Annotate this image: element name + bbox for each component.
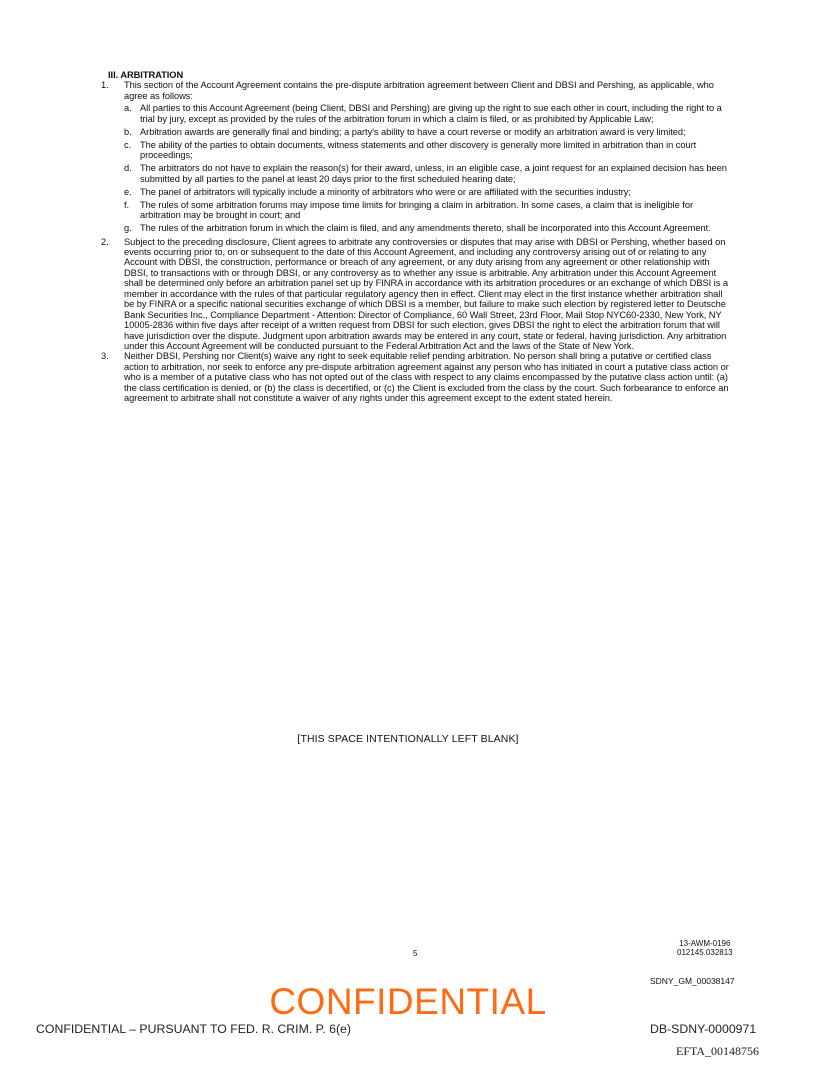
list-item xyxy=(124,187,730,197)
paragraph-text: Subject to the preceding disclosure, Client agrees to arbitrate any controversies or disputes that may arise with DBSI or Pershing, whether based on events occurring prior to, on or subsequent to the date of this Account Agreement, and including any controversy arising out of or relating to any Account with DBSI, the construction, performance or breach of any agreement, or any duty arising from any agreement or other relationship with DBSI, to transactions with or through DBSI, or any controversy as to whether any issue is arbitrable. Any arbitration under this Account Agreement shall be determined only before an arbitration panel set up by FINRA in accordance with its arbitration procedures or an exchange of which DBSI is a member in accordance with the rules of that particular regulatory agency then in effect. Client may elect in the first instance whether arbitration shall be by FINRA or a specific national securities exchange of which DBSI is a member, but failure to make such election by registered letter to Deutsche Bank Securities Inc., Compliance Department - Attention: Director of Compliance, 60 Wall Street, 23rd Floor, Mail Stop NYC60-2330, New York, NY 10005-2836 within five days after receipt of a written request from DBSI for such election, gives DBSI the right to elect the arbitration forum that will have jurisdiction over the dispute. Judgment upon arbitration awards may be entered in any court, state or federal, having jurisdiction. Any arbitration under this Account Agreement will be conducted pursuant to the Federal Arbitration Act and the laws of the State of New York. xyxy=(124,236,728,352)
paragraph-1 xyxy=(101,80,730,234)
list-item-letter: g. xyxy=(124,223,132,234)
confidential-stamp: CONFIDENTIAL xyxy=(269,981,547,1022)
list-item-letter: a. xyxy=(124,103,132,114)
paragraph-number: 3. xyxy=(101,351,109,362)
list-item-text: The panel of arbitrators will typically include a minority of arbitrators who were or are affiliated with the securities industry; xyxy=(140,186,631,197)
form-code xyxy=(677,939,733,957)
paragraph-3 xyxy=(101,351,730,404)
list-item-text: The ability of the parties to obtain documents, witness statements and other discovery is generally more limited in arbitration than in court proceedings; xyxy=(140,139,697,161)
bates-efta: EFTA_00148756 xyxy=(676,1044,760,1058)
paragraph-number: 1. xyxy=(101,80,109,91)
list-item xyxy=(124,127,730,137)
bates-sdny-gm: SDNY_GM_00038147 xyxy=(650,976,735,986)
paragraph-text: Neither DBSI, Pershing nor Client(s) waive any right to seek equitable relief pending arbitration. No person shall bring a putative or certified class action to arbitration, nor seek to enforce any pre-dispute arbitration agreement against any person who has initiated in court a putative class action or who is a member of a putative class who has not opted out of the class with respect to any claims encompassed by the putative class action until: (a) the class certification is denied, or (b) the class is decertified, or (c) the Client is excluded from the class by the court. Such forbearance to enforce an agreement to arbitrate shall not constitute a waiver of any rights under this agreement except to the extent stated herein. xyxy=(124,351,729,404)
paragraph-number: 2. xyxy=(101,236,109,247)
page-number: 5 xyxy=(413,949,418,958)
list-item-text: Arbitration awards are generally final and binding; a party's ability to have a court reverse or modify an arbitration award is very limited; xyxy=(140,126,686,137)
paragraph-2 xyxy=(101,236,730,352)
document-body xyxy=(101,70,730,404)
list-item-text: All parties to this Account Agreement (being Client, DBSI and Pershing) are giving up the right to sue each other in court, including the right to a trial by jury, except as provided by the rules of the arbitration forum in which a claim is filed, or as prohibited by Applicable Law; xyxy=(140,103,722,124)
form-code-line2: 012145.032813 xyxy=(677,948,733,957)
blank-space-notice: [THIS SPACE INTENTIONALLY LEFT BLANK] xyxy=(297,733,519,745)
form-code-line1: 13-AWM-0196 xyxy=(679,939,731,948)
list-item xyxy=(124,140,730,161)
list-item xyxy=(124,163,730,184)
list-item-text: The arbitrators do not have to explain the reason(s) for their award, unless, in an eligible case, a joint request for an explained decision has been submitted by all parties to the panel at least 20 days prior to the first scheduled hearing date; xyxy=(140,163,727,184)
list-item-text: The rules of the arbitration forum in which the claim is filed, and any amendments thereto, shall be incorporated into this Account Agreement. xyxy=(140,223,711,234)
list-item-letter: b. xyxy=(124,126,132,137)
bates-db-sdny: DB-SDNY-0000971 xyxy=(650,1022,757,1036)
list-item xyxy=(124,223,730,233)
confidential-notice: CONFIDENTIAL – PURSUANT TO FED. R. CRIM. P. 6(e) xyxy=(36,1022,351,1036)
list-item-letter: f. xyxy=(124,199,130,210)
subitem-list xyxy=(124,103,730,234)
list-item xyxy=(124,200,730,221)
list-item xyxy=(124,103,730,124)
list-item-letter: d. xyxy=(124,163,132,174)
section-title: III. ARBITRATION xyxy=(108,70,184,80)
list-item-text: The rules of some arbitration forums may impose time limits for bringing a claim in arbitration. In some cases, a claim that is ineligible for arbitration may be brought in court; and xyxy=(140,199,693,221)
paragraph-text: This section of the Account Agreement contains the pre-dispute arbitration agreement between Client and DBSI and Pershing, as applicable, who agree as follows: xyxy=(124,80,714,101)
list-item-letter: e. xyxy=(124,186,132,197)
list-item-letter: c. xyxy=(124,139,132,150)
